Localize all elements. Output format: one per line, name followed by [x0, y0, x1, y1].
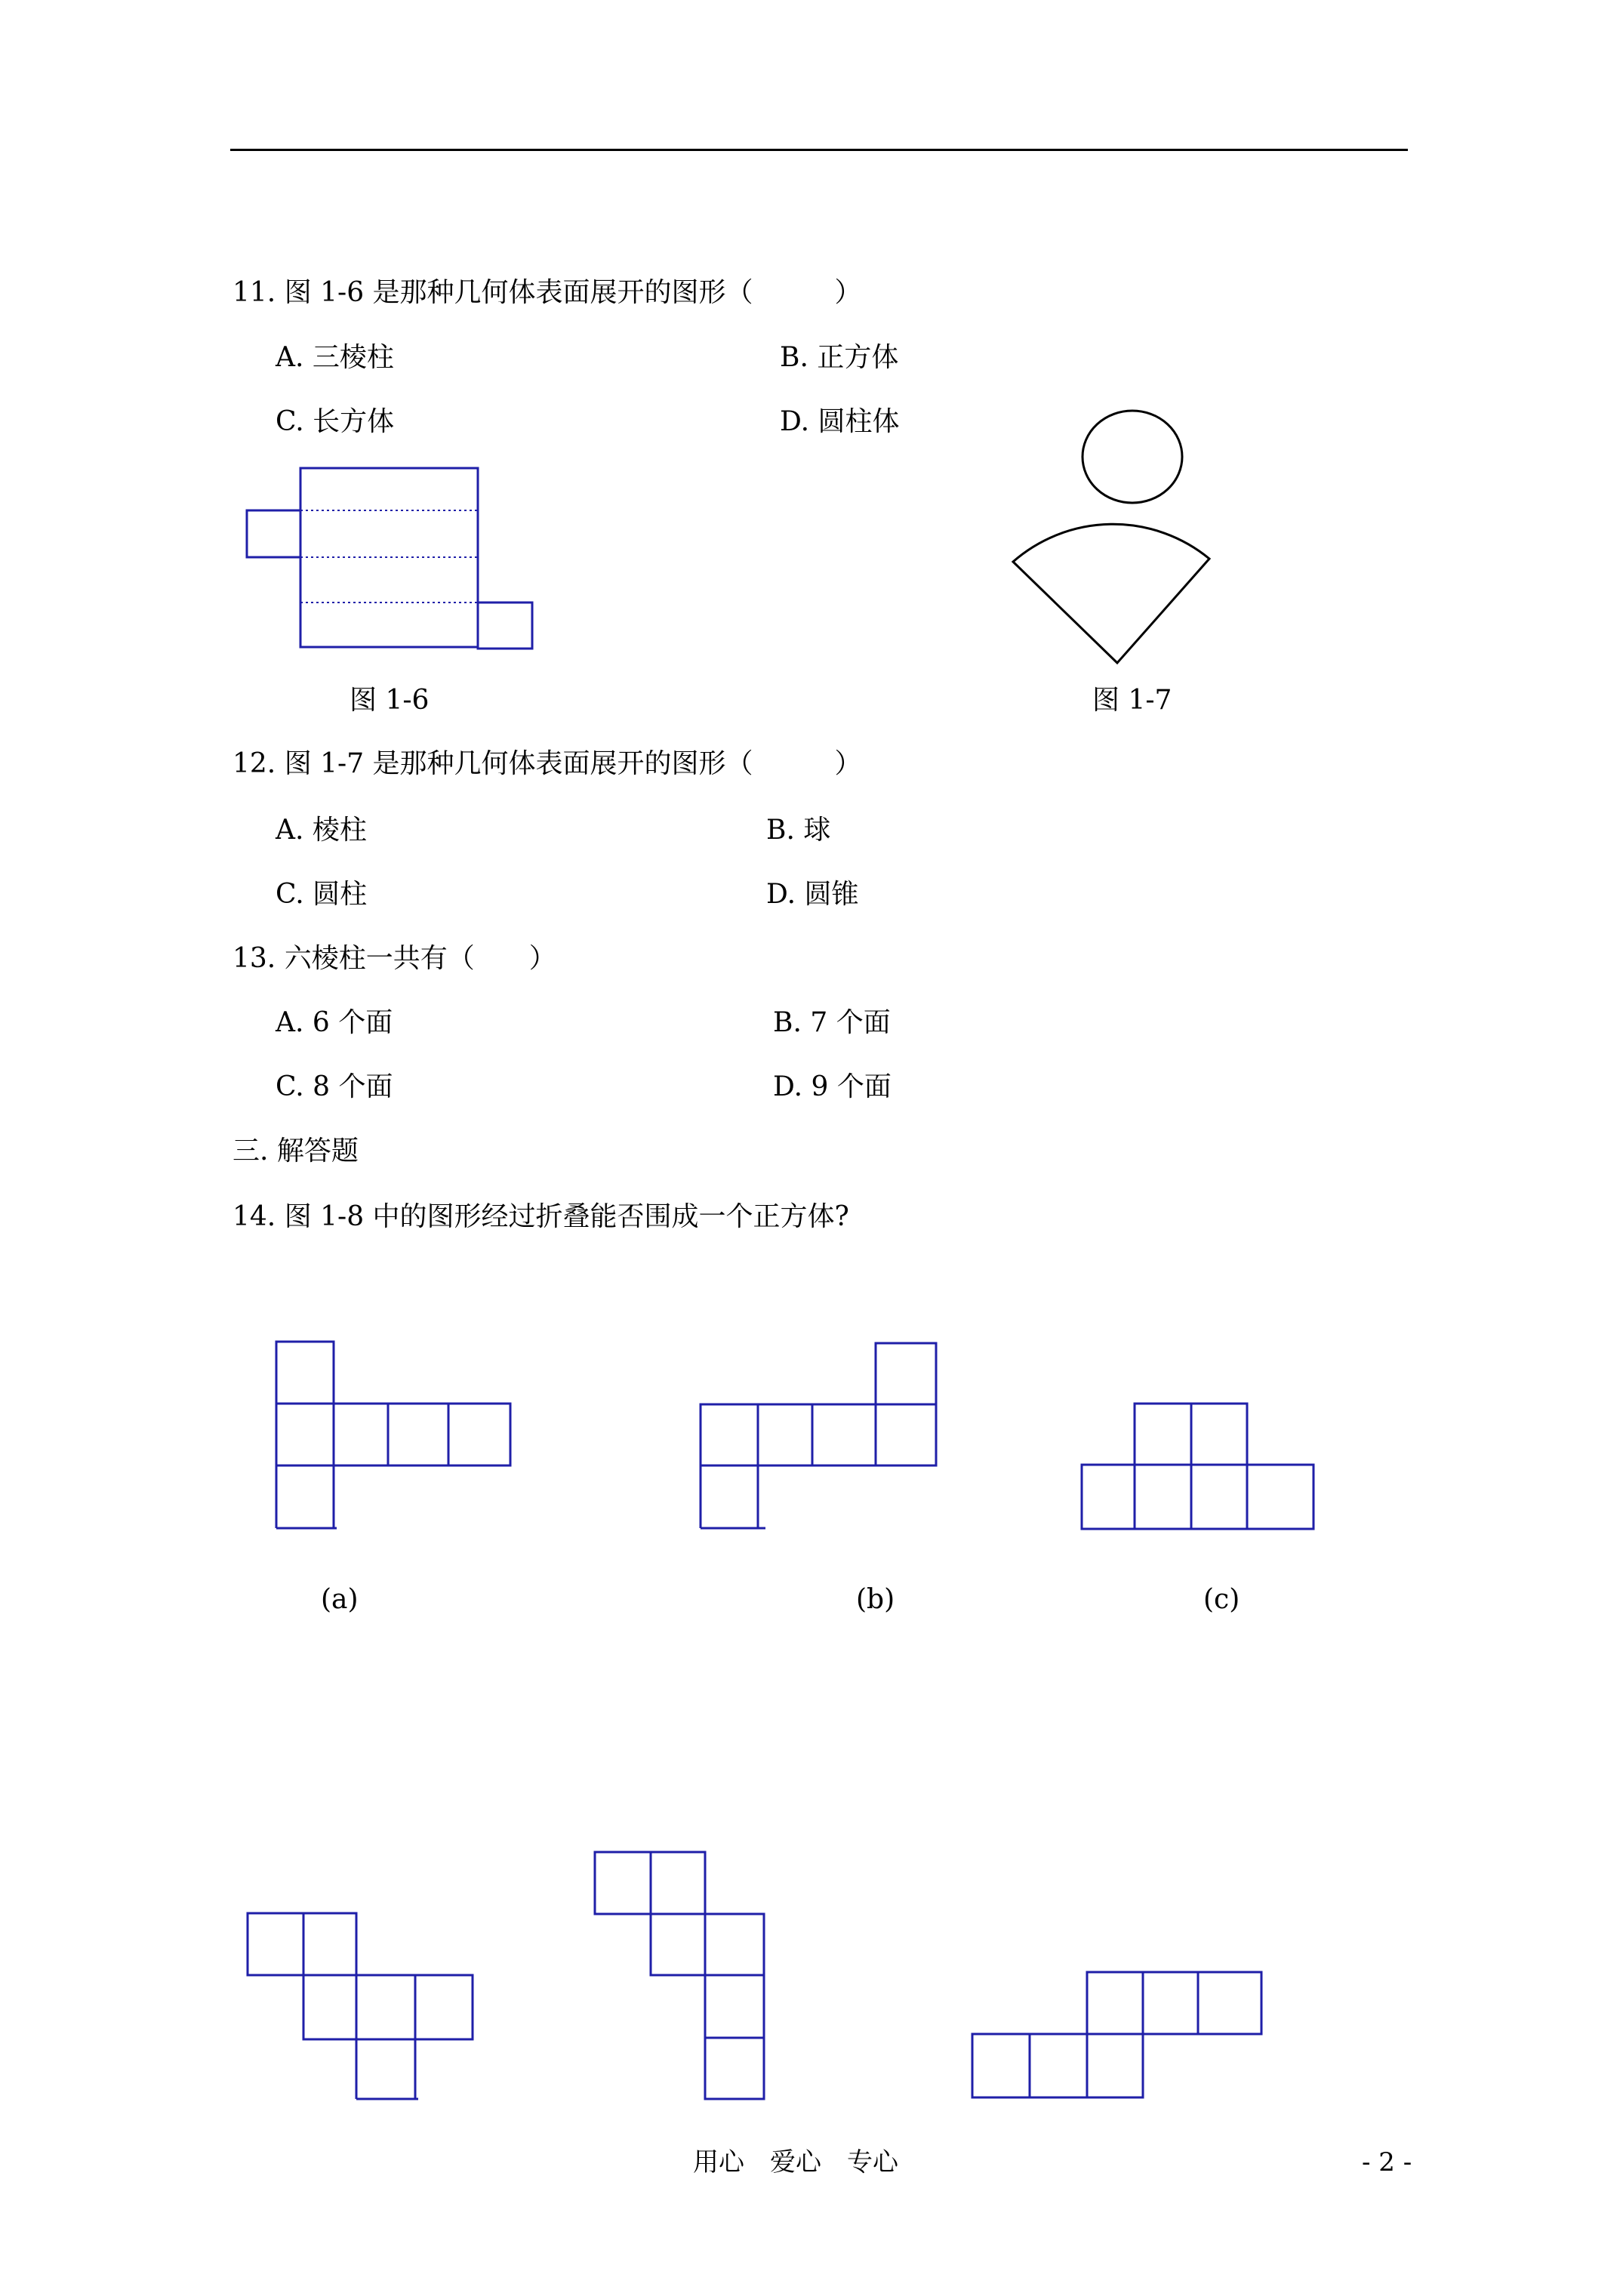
q13-option-d: D. 9 个面 — [773, 1071, 892, 1102]
figure-1-8-e — [595, 1852, 764, 2099]
page-number: - 2 - — [1362, 2147, 1412, 2177]
q13-option-b: B. 7 个面 — [773, 1007, 891, 1038]
figure-1-8-f — [972, 1972, 1261, 2097]
net-a-square — [276, 1404, 334, 1465]
figure-1-8-label-b: (b) — [856, 1584, 895, 1615]
q13-option-a: A. 6 个面 — [276, 1007, 393, 1038]
section-3-title: 三. 解答题 — [233, 1136, 359, 1166]
q11-option-d: D. 圆柱体 — [780, 406, 900, 437]
net-f-square — [1198, 1972, 1261, 2034]
net-b-square — [876, 1343, 936, 1404]
q11-option-c: C. 长方体 — [276, 406, 395, 437]
net-e-square — [595, 1852, 651, 1914]
net-d-square — [303, 1975, 356, 2039]
q12-option-c: C. 圆柱 — [276, 879, 368, 910]
footer-motto: 用心 爱心 专心 — [693, 2147, 898, 2177]
net-d-square — [356, 1975, 415, 2039]
net-c-square — [1247, 1465, 1313, 1529]
net-c-square — [1191, 1404, 1247, 1465]
figure-1-8-label-c: (c) — [1203, 1584, 1240, 1615]
net-a-square — [388, 1404, 448, 1465]
net-e-square — [705, 1914, 764, 1975]
q11-option-a: A. 三棱柱 — [276, 342, 394, 373]
net-f-square — [1143, 1972, 1198, 2034]
net-c-square — [1082, 1465, 1135, 1529]
figure-1-6-caption: 图 1-6 — [350, 685, 430, 716]
q11-option-b: B. 正方体 — [780, 342, 899, 373]
q11-stem: 11. 图 1-6 是那种几何体表面展开的图形（ ） — [233, 277, 862, 308]
net-e-square — [705, 2038, 764, 2099]
figure-1-6-net — [247, 468, 532, 649]
net-c-square — [1191, 1465, 1247, 1529]
net-b-square — [812, 1404, 876, 1465]
net-e-square — [651, 1852, 705, 1914]
q12-option-a: A. 棱柱 — [276, 815, 367, 846]
net-f-square — [1087, 1972, 1143, 2034]
net-f-square — [1030, 2034, 1087, 2097]
net-d-square — [415, 1975, 473, 2039]
figure-1-8-c — [1082, 1404, 1313, 1529]
q12-option-b: B. 球 — [766, 815, 831, 846]
net-f-square — [1087, 2034, 1143, 2097]
net-b-square — [758, 1404, 812, 1465]
net-1-6-left-triangle-face — [247, 510, 300, 557]
net-b-square — [701, 1404, 758, 1465]
net-c-square — [1135, 1465, 1191, 1529]
figure-1-7-net — [1013, 411, 1209, 663]
q12-option-d: D. 圆锥 — [766, 879, 859, 910]
q13-stem: 13. 六棱柱一共有（ ） — [233, 943, 556, 974]
net-b-square — [876, 1404, 936, 1465]
net-1-7-circle-base — [1083, 411, 1182, 503]
net-1-7-sector-side — [1013, 524, 1209, 663]
net-d-square — [303, 1913, 356, 1975]
figure-1-8-a — [276, 1342, 510, 1528]
net-c-square — [1135, 1404, 1191, 1465]
net-1-6-right-triangle-face — [478, 603, 532, 649]
net-a-square — [448, 1404, 510, 1465]
figure-1-7-caption: 图 1-7 — [1092, 685, 1172, 716]
figure-1-8-b — [701, 1343, 936, 1528]
net-a-square — [276, 1342, 334, 1404]
figure-1-8-d — [248, 1913, 473, 2099]
q14-stem: 14. 图 1-8 中的图形经过折叠能否围成一个正方体? — [233, 1201, 849, 1232]
q13-option-c: C. 8 个面 — [276, 1071, 393, 1102]
net-d-square — [248, 1913, 303, 1975]
net-a-square — [334, 1404, 388, 1465]
net-e-square — [705, 1975, 764, 2038]
net-f-square — [972, 2034, 1030, 2097]
figure-1-8-label-a: (a) — [321, 1584, 359, 1615]
net-e-square — [651, 1914, 705, 1975]
q12-stem: 12. 图 1-7 是那种几何体表面展开的图形（ ） — [233, 748, 862, 779]
